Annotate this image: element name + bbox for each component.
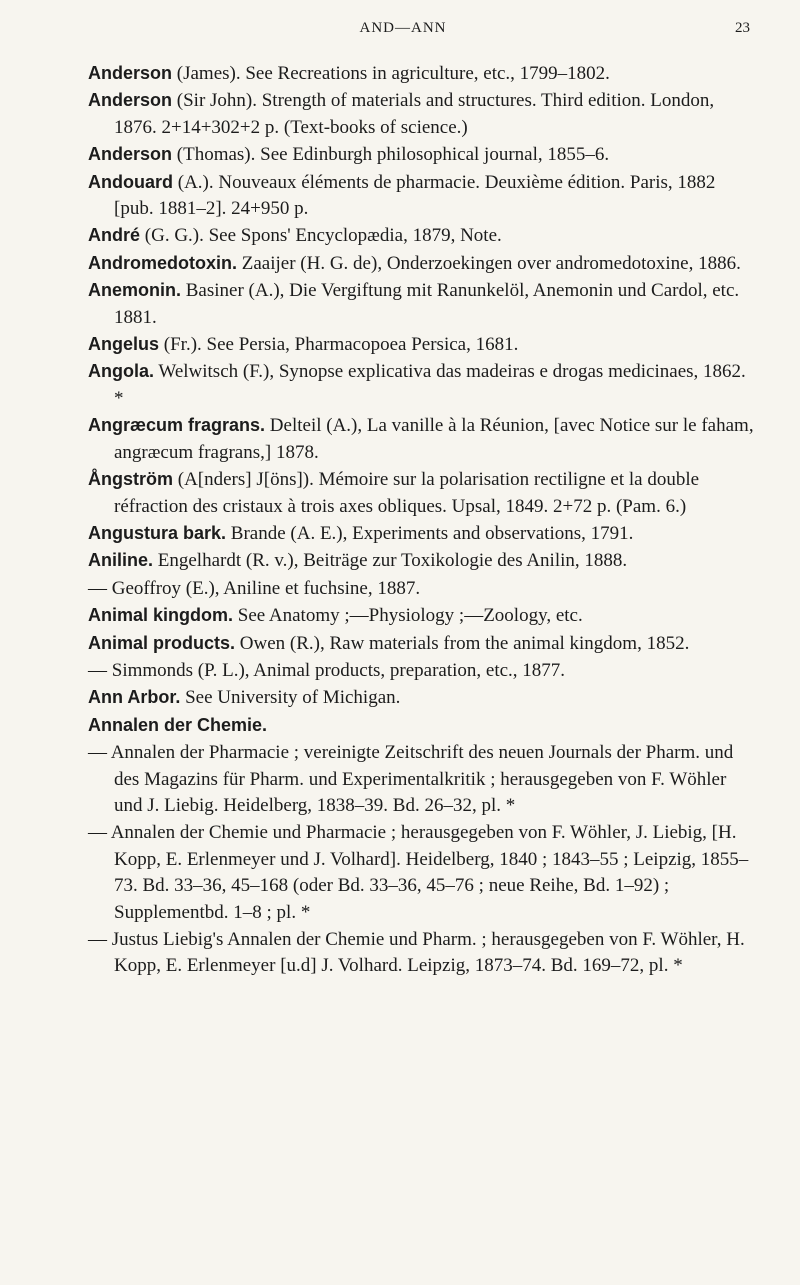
entry-text: (Thomas). See Edinburgh philosophical journal, 1855–6.: [172, 144, 610, 166]
running-head-title: AND—ANN: [359, 20, 447, 36]
entry-text: (Sir John). Strength of materials and structures. Third edition. London, 1876. 2+14+302+2 p. (Text-books of science.): [114, 90, 715, 138]
catalog-entry: [88, 819, 758, 926]
entry-headword: Ångström: [88, 469, 173, 490]
catalog-entry: [88, 520, 758, 547]
entry-text: — Geoffroy (E.), Aniline et fuchsine, 1887.: [88, 577, 421, 599]
catalog-entry: [88, 331, 758, 358]
running-head: [56, 20, 750, 44]
entry-headword: Angræcum fragrans.: [88, 415, 266, 436]
catalog-entry: [88, 277, 758, 331]
entry-headword: Angustura bark.: [88, 522, 227, 543]
entry-text: Zaaijer (H. G. de), Onderzoekingen over andromedotoxine, 1886.: [237, 252, 741, 274]
entry-text: Brande (A. E.), Experiments and observations, 1791.: [226, 522, 634, 544]
catalog-entry: [88, 575, 758, 602]
entry-text: Owen (R.), Raw materials from the animal kingdom, 1852.: [235, 632, 690, 654]
entry-headword: André: [88, 225, 141, 246]
entry-text: (A[nders] J[öns]). Mémoire sur la polarisation rectiligne et la double réfraction des cristaux à trois axes obliques. Upsal, 1849. 2+72 p. (Pam. 6.): [114, 469, 700, 517]
entry-headword: Angola.: [88, 361, 154, 382]
entry-text: — Annalen der Chemie und Pharmacie ; herausgegeben von F. Wöhler, J. Liebig, [H. Kopp, E. Erlenmeyer und J. Volhard]. Heidelberg, 1840 ; 1843–55 ; Leipzig, 1855–73. Bd. 33–36, 45–168 (oder Bd. 33–36, 45–76 ; neue Reihe, Bd. 1–92) ; Supplementbd. 1–8 ; pl. *: [88, 822, 749, 923]
catalog-entry: [88, 358, 758, 412]
entry-text: Welwitsch (F.), Synopse explicativa das madeiras e drogas medicinaes, 1862. *: [114, 361, 746, 409]
entry-text: (G. G.). See Spons' Encyclopædia, 1879, Note.: [140, 225, 502, 247]
catalog-entry: [88, 712, 758, 739]
catalog-entry: [88, 250, 758, 277]
entry-text: See University of Michigan.: [180, 687, 401, 709]
catalog-entry: [88, 169, 758, 223]
page-number: 23: [735, 20, 750, 36]
entry-headword: Animal products.: [88, 632, 236, 653]
catalog-entry: [88, 466, 758, 520]
entry-headword: Annalen der Chemie.: [88, 714, 268, 735]
catalog-entry: [88, 547, 758, 574]
catalog-entry: [88, 739, 758, 819]
entry-headword: Anemonin.: [88, 280, 181, 301]
entry-text: Delteil (A.), La vanille à la Réunion, [avec Notice sur le faham, angræcum fragrans,] 1878.: [114, 415, 754, 463]
entry-list: [88, 60, 758, 980]
entry-text: (Fr.). See Persia, Pharmacopoea Persica, 1681.: [159, 334, 519, 356]
catalog-entry: [88, 630, 758, 657]
entry-headword: Animal kingdom.: [88, 605, 234, 626]
catalog-entry: [88, 657, 758, 684]
entry-headword: Andromedotoxin.: [88, 252, 237, 273]
catalog-entry: [88, 87, 758, 141]
entry-headword: Anderson: [88, 90, 173, 111]
catalog-entry: [88, 60, 758, 87]
catalog-entry: [88, 926, 758, 980]
entry-headword: Ann Arbor.: [88, 687, 181, 708]
entry-text: — Simmonds (P. L.), Animal products, preparation, etc., 1877.: [88, 659, 566, 681]
catalog-entry: [88, 602, 758, 629]
entry-text: — Justus Liebig's Annalen der Chemie und Pharm. ; herausgegeben von F. Wöhler, H. Kopp, E. Erlenmeyer [u.d] J. Volhard. Leipzig, 1873–74. Bd. 169–72, pl. *: [88, 929, 745, 977]
entry-headword: Aniline.: [88, 550, 154, 571]
catalog-entry: [88, 684, 758, 711]
entry-text: Basiner (A.), Die Vergiftung mit Ranunkelöl, Anemonin und Cardol, etc. 1881.: [114, 280, 740, 328]
catalog-entry: [88, 222, 758, 249]
entry-text: Engelhardt (R. v.), Beiträge zur Toxikologie des Anilin, 1888.: [153, 550, 628, 572]
entry-text: (A.). Nouveaux éléments de pharmacie. Deuxième édition. Paris, 1882 [pub. 1881–2]. 24+950 p.: [114, 171, 716, 220]
entry-headword: Anderson: [88, 144, 173, 165]
catalog-entry: [88, 412, 758, 466]
entry-text: (James). See Recreations in agriculture, etc., 1799–1802.: [172, 63, 610, 84]
entry-headword: Andouard: [88, 171, 173, 192]
entry-text: See Anatomy ;—Physiology ;—Zoology, etc.: [233, 605, 583, 627]
entry-headword: Anderson: [88, 63, 173, 83]
entry-headword: Angelus: [88, 334, 160, 355]
entry-text: — Annalen der Pharmacie ; vereinigte Zeitschrift des neuen Journals der Pharm. und des Magazins für Pharm. und Experimentalkritik ; herausgegeben von F. Wöhler und J. Liebig. Heidelberg, 1838–39. Bd. 26–32, pl. *: [88, 742, 734, 816]
catalog-entry: [88, 141, 758, 168]
